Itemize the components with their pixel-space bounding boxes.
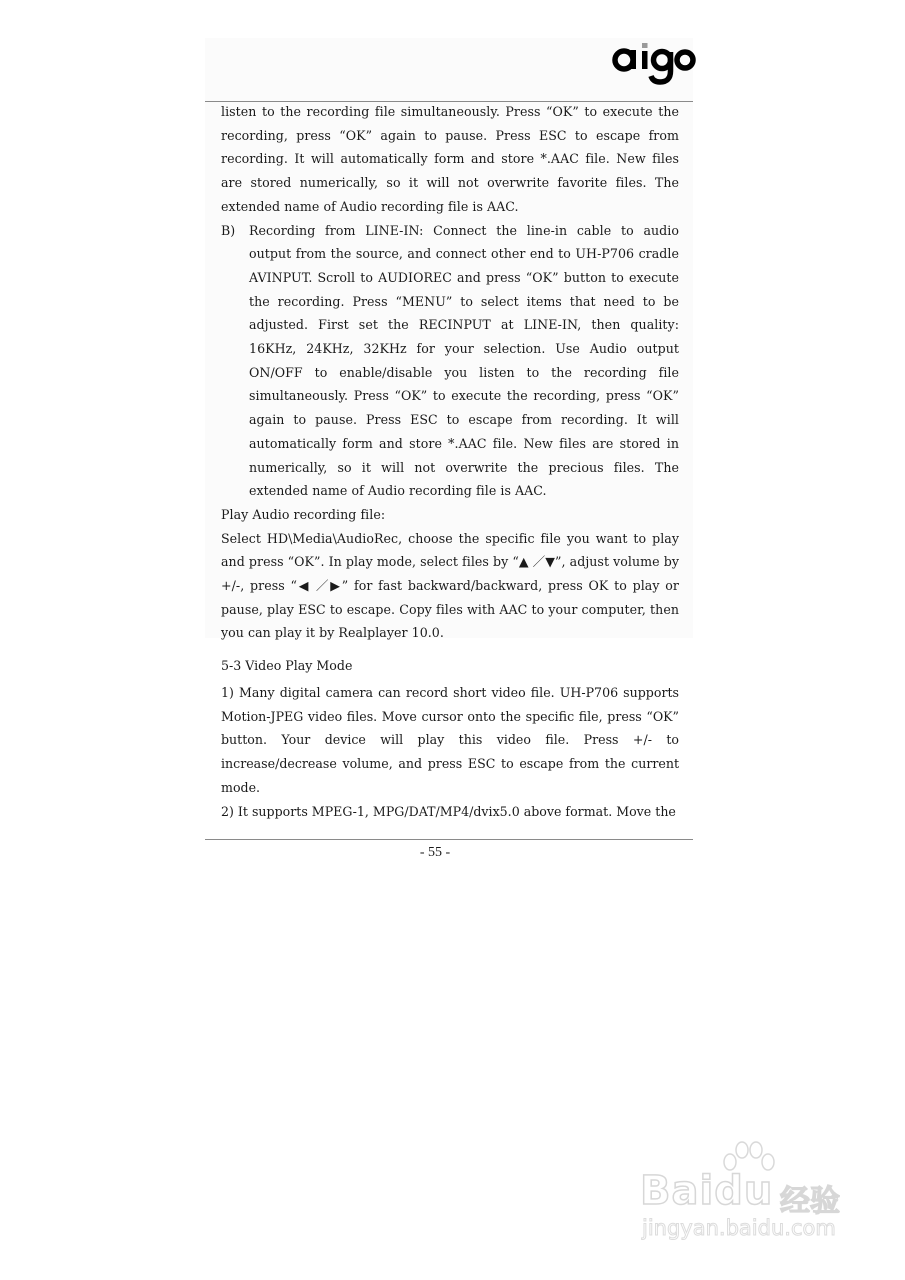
section-heading: 5-3 Video Play Mode [221, 658, 353, 673]
video-item-2: 2) It supports MPEG-1, MPG/DAT/MP4/dvix5.0 above format. Move the [221, 803, 676, 819]
watermark-brand-right: du [714, 1168, 774, 1214]
watermark-brand [640, 1168, 773, 1214]
list-item-b [221, 219, 679, 503]
watermark-cn: 经验 [780, 1184, 840, 1219]
list-item-text: Recording from LINE-IN: Connect the line-in cable to audio output from the source, and connect other end to UH-P706 cradle AVINPUT. Scroll to AUDIOREC and press “OK” button to execute the recording. Press “MENU” to select items that need to be adjusted. First set the RECINPUT at LINE-IN, then quality: 16KHz, 24KHz, 32KHz for your selection. Use Audio output ON/OFF to enable/disable you listen to the recording file simultaneously. Press “OK” to execute the recording, press “OK” again to pause. Press ESC to escape from recording. It will automatically form and store *.AAC file. New files are stored in numerically, so it will not overwrite the precious files. The extended name of Audio recording file is AAC. [249, 222, 679, 499]
page-number: - 55 - [419, 845, 451, 860]
aigo-logo-icon [611, 38, 696, 94]
play-audio-heading: Play Audio recording file: [221, 506, 386, 522]
list-marker: B) [221, 222, 236, 238]
video-section-body [221, 681, 679, 823]
play-audio-paragraph: Select HD\Media\AudioRec, choose the specific file you want to play and press “OK”. In play mode, select files by “▲ ／▼”, adjust volume by +/-, press “◀ ／▶” for fast backward/backward, press OK to play or pause, play ESC to escape. Copy files with AAC to your computer, then you can play it by Realplayer 10.0. [221, 530, 679, 641]
continuation-paragraph: listen to the recording file simultaneously. Press “OK” to execute the recording, press “OK” again to pause. Press ESC to escape from recording. It will automatically form and store *.AAC file. New files are stored numerically, so it will not overwrite favorite files. The extended name of Audio recording file is AAC. [221, 104, 679, 214]
document-body [221, 100, 679, 645]
watermark-url: jingyan.baidu.com [642, 1216, 836, 1240]
aigo-logo [611, 38, 696, 94]
baidu-watermark [640, 1140, 860, 1250]
footer-rule [205, 839, 693, 840]
watermark-brand-left: Bai [640, 1168, 715, 1214]
video-item-1: 1) Many digital camera can record short video file. UH-P706 supports Motion-JPEG video files. Move cursor onto the specific file, press “OK” button. Your device will play this video file. Press +/- to increase/decrease volume, and press ESC to escape from the current mode. [221, 685, 679, 795]
